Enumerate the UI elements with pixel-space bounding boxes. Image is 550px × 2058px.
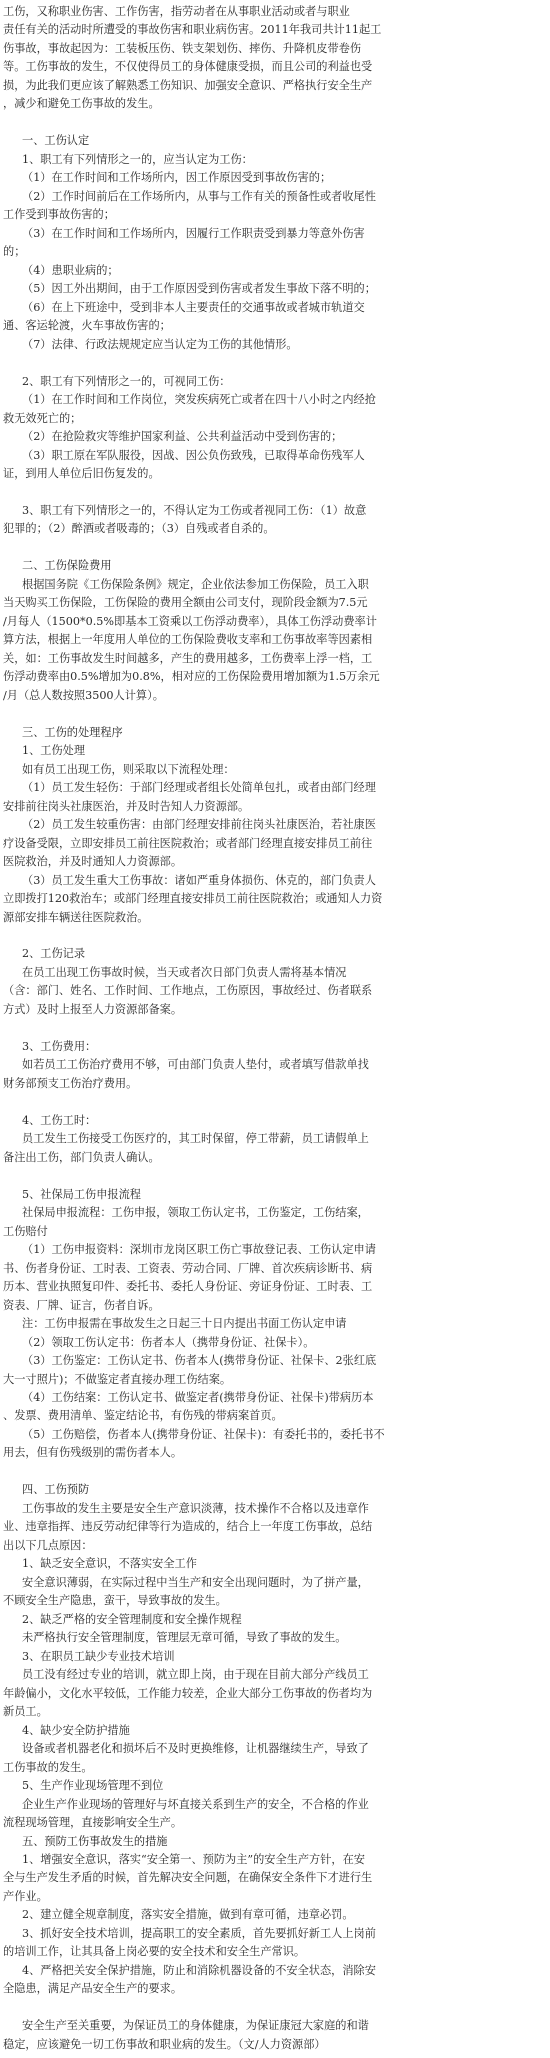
section-heading: 三、工伤的处理程序 [22, 726, 123, 739]
text-line: 企业生产作业现场的管理好与坏直接关系到生产的安全，不合格的作业 [22, 1798, 369, 1811]
text-line: 的培训工作，让其具备上岗必要的安全技术和安全生产常识。 [3, 1945, 306, 1958]
text-line: 损，为此我们更应该了解熟悉工伤知识、加强安全意识、严格执行安全生产 [3, 79, 373, 92]
text-line: 2、职工有下列情形之一的，可视同工伤： [22, 375, 231, 388]
text-line: 不顾安全生产隐患，蛮干，导致事故的发生。 [3, 1594, 227, 1607]
text-line: （2）领取工伤认定书：伤者本人（携带身份证、社保卡）。 [22, 1336, 315, 1349]
text-line: （1）员工发生轻伤：于部门经理或者组长处简单包扎，或者由部门经理 [22, 781, 376, 794]
text-line: 源部安排车辆送往医院救治。 [3, 911, 149, 924]
text-line: 全与生产发生矛盾的时候，首先解决安全问题，在确保安全条件下才进行生 [3, 1871, 373, 1884]
text-line: 财务部预支工伤治疗费用。 [3, 1077, 138, 1090]
text-line: 用去，但有伤残级别的需伤者本人。 [3, 1446, 183, 1459]
text-line: 2、缺乏严格的安全管理制度和安全操作规程 [22, 1613, 242, 1626]
text-line: 方式）及时上报至人力资源部备案。 [3, 1003, 183, 1016]
text-line: 出以下几点原因： [3, 1539, 93, 1552]
text-line: 疗设备受限，立即安排员工前往医院救治；或者部门经理直接安排员工前往 [3, 837, 373, 850]
text-line: 的； [3, 245, 26, 258]
text-line: （6）在上下班途中，受到非本人主要责任的交通事故或者城市轨道交 [22, 301, 365, 314]
text-line: 4、严格把关安全保护措施，防止和消除机器设备的不安全状态，消除安 [22, 1964, 376, 1977]
text-line: 安全生产至关重要，为保证员工的身体健康，为保证康冠大家庭的和谐 [22, 2019, 369, 2032]
text-line: 犯罪的；（2）醉酒或者吸毒的；（3）自残或者自杀的。 [3, 522, 275, 535]
text-line: 4、缺少安全防护措施 [22, 1724, 130, 1737]
text-line: 在员工出现工伤事故时候，当天或者次日部门负责人需将基本情况 [22, 966, 347, 979]
text-line: 2、工伤记录 [22, 947, 86, 960]
text-line: 3、职工有下列情形之一的，不得认定为工伤或者视同工伤：（1）故意 [22, 504, 367, 517]
text-line: 通、客运轮渡，火车事故伤害的； [3, 319, 171, 332]
text-line: （5）工伤赔偿，伤者本人(携带身份证、社保卡)：有委托书的，委托书不 [22, 1428, 385, 1441]
text-line: 安排前往岗头社康医治，并及时告知人力资源部。 [3, 800, 250, 813]
text-line: （含：部门、姓名、工作时间、工作地点，工伤原因，事故经过、伤者联系 [3, 984, 373, 997]
text-line: 4、工伤工时： [22, 1114, 97, 1127]
text-line: （5）因工外出期间，由于工作原因受到伤害或者发生事故下落不明的； [22, 282, 376, 295]
text-line: （7）法律、行政法规规定应当认定为工伤的其他情形。 [22, 338, 298, 351]
text-line: 设备或者机器老化和损坏后不及时更换维修，让机器继续生产，导致了 [22, 1742, 369, 1755]
text-line: 救无效死亡的； [3, 412, 82, 425]
text-line: 未严格执行安全管理制度，管理层无章可循，导致了事故的发生。 [22, 1631, 347, 1644]
text-line: 安全意识薄弱，在实际过程中当生产和安全出现问题时，为了拼产量， [22, 1576, 369, 1589]
text-line: 3、抓好安全技术培训，提高职工的安全素质，首先要抓好新工人上岗前 [22, 1927, 376, 1940]
text-line: 稳定，应该避免一切工伤事故和职业病的发生。（文/人力资源部） [3, 2038, 326, 2051]
section-heading: 一、工伤认定 [22, 134, 90, 147]
text-line: 新员工。 [3, 1705, 48, 1718]
text-line: 1、缺乏安全意识，不落实安全工作 [22, 1557, 197, 1570]
text-line: 证，到用人单位后旧伤复发的。 [3, 467, 160, 480]
text-line: 算方法，根据上一年度用人单位的工伤保险费收支率和工伤事故率等因素相 [3, 633, 373, 646]
text-line: 全隐患，满足产品安全生产的要求。 [3, 1982, 183, 1995]
text-line: 、发票、费用清单、鉴定结论书，有伤残的带病案首页。 [3, 1409, 283, 1422]
text-line: 根据国务院《工伤保险条例》规定，企业依法参加工伤保险，员工入职 [22, 578, 369, 591]
text-line: （1）在工作时间和工作场所内，因工作原因受到事故伤害的； [22, 171, 332, 184]
text-line: 5、社保局工伤申报流程 [22, 1188, 141, 1201]
text-line: 等。工伤事故的发生，不仅使得员工的身体健康受损，而且公司的利益也受 [3, 60, 373, 73]
text-line: /月每人（1500*0.5%即基本工资乘以工伤浮动费率），具体工伤浮动费率计 [3, 615, 377, 628]
text-line: （3）职工原在军队服役，因战、因公负伤致残，已取得革命伤残军人 [22, 449, 365, 462]
text-line: 伤事故，事故起因为：工装板压伤、铁支架划伤、摔伤、升降机皮带卷伤 [3, 42, 362, 55]
text-line: 员工没有经过专业的培训，就立即上岗，由于现在目前大部分产线员工 [22, 1668, 369, 1681]
section-heading: 二、工伤保险费用 [22, 559, 112, 572]
text-line: 如有员工出现工伤，则采取以下流程处理： [22, 763, 235, 776]
text-line: /月（总人数按照3500人计算）。 [3, 689, 164, 702]
text-line: （2）员工发生较重伤害：由部门经理安排前往岗头社康医治，若社康医 [22, 818, 376, 831]
text-line: 书、伤者身份证、工时表、工资表、劳动合同、厂牌、首次疾病诊断书、病 [3, 1262, 373, 1275]
text-line: 立即拨打120救治车；或部门经理直接安排员工前往医院救治；或通知人力资 [3, 892, 383, 905]
text-line: 5、生产作业现场管理不到位 [22, 1779, 164, 1792]
text-line: 注：工伤申报需在事故发生之日起三十日内提出书面工伤认定申请 [22, 1317, 347, 1330]
text-line: （4）工伤结案：工伤认定书、做鉴定者(携带身份证、社保卡)带病历本 [22, 1391, 374, 1404]
text-line: 工伤赔付 [3, 1225, 48, 1238]
text-line: 业、违章指挥、违反劳动纪律等行为造成的，结合上一年度工伤事故，总结 [3, 1520, 373, 1533]
text-line: 工伤，又称职业伤害、工作伤害，指劳动者在从事职业活动或者与职业 [3, 5, 350, 18]
text-line: 员工发生工伤接受工伤医疗的，其工时保留，停工带薪，员工请假单上 [22, 1132, 369, 1145]
text-line: （2）工作时间前后在工作场所内，从事与工作有关的预备性或者收尾性 [22, 190, 376, 203]
text-line: 资表、厂牌、证言，伤者自诉。 [3, 1299, 160, 1312]
text-line: 医院救治，并及时通知人力资源部。 [3, 855, 183, 868]
text-line: 当天购买工伤保险，工伤保险的费用全额由公司支付，现阶段金额为7.5元 [3, 596, 368, 609]
text-line: ，减少和避免工伤事故的发生。 [3, 97, 160, 110]
text-line: 2、建立健全规章制度，落实安全措施，做到有章可循，违章必罚。 [22, 1908, 354, 1921]
section-heading: 四、工伤预防 [22, 1483, 90, 1496]
text-line: （3）工伤鉴定：工伤认定书、伤者本人(携带身份证、社保卡、2张红底 [22, 1354, 377, 1367]
text-line: 产作业。 [3, 1890, 48, 1903]
text-line: 年龄偏小，文化水平较低，工作能力较差，企业大部分工伤事故的伤者均为 [3, 1687, 373, 1700]
text-line: 3、工伤费用： [22, 1040, 97, 1053]
text-line: 备注出工伤，部门负责人确认。 [3, 1151, 160, 1164]
text-line: 工作受到事故伤害的； [3, 208, 115, 221]
text-line: 1、工伤处理 [22, 744, 86, 757]
text-line: 1、职工有下列情形之一的，应当认定为工伤： [22, 153, 253, 166]
text-line: （1）工伤申报资料：深圳市龙岗区职工伤亡事故登记表、工伤认定申请 [22, 1243, 376, 1256]
text-line: 关，如：工伤事故发生时间越多，产生的费用越多，工伤费率上浮一档，工 [3, 652, 373, 665]
text-line: 伤浮动费率由0.5%增加为0.8%，相对应的工伤保险费用增加额为1.5万余元 [3, 670, 380, 683]
text-line: （2）在抢险救灾等维护国家利益、公共利益活动中受到伤害的； [22, 430, 343, 443]
text-line: 大一寸照片)；不做鉴定者直接办理工伤结案。 [3, 1373, 232, 1386]
text-line: 工伤事故的发生。 [3, 1761, 93, 1774]
text-line: （4）患职业病的； [22, 264, 119, 277]
text-line: 工伤事故的发生主要是安全生产意识淡薄，技术操作不合格以及违章作 [22, 1502, 369, 1515]
text-line: 历本、营业执照复印件、委托书、委托人身份证、旁证身份证、工时表、工 [3, 1280, 373, 1293]
text-line: 如若员工工伤治疗费用不够，可由部门负责人垫付，或者填写借款单找 [22, 1058, 369, 1071]
text-line: 流程现场管理，直接影响安全生产。 [3, 1816, 183, 1829]
text-line: （1）在工作时间和工作岗位，突发疾病死亡或者在四十八小时之内经抢 [22, 393, 376, 406]
section-heading: 五、预防工伤事故发生的措施 [22, 1835, 168, 1848]
text-line: 1、增强安全意识，落实“安全第一、预防为主”的安全生产方针，在安 [22, 1853, 365, 1866]
text-line: 社保局申报流程：工伤申报，领取工伤认定书，工伤鉴定，工伤结案， [22, 1206, 369, 1219]
text-line: 3、在职员工缺少专业技术培训 [22, 1650, 175, 1663]
text-line: 责任有关的活动时所遭受的事故伤害和职业病伤害。2011年我司共计11起工 [3, 23, 382, 36]
text-line: （3）在工作时间和工作场所内，因履行工作职责受到暴力等意外伤害 [22, 227, 365, 240]
text-line: （3）员工发生重大工伤事故：诸如严重身体损伤、休克的，部门负责人 [22, 874, 376, 887]
